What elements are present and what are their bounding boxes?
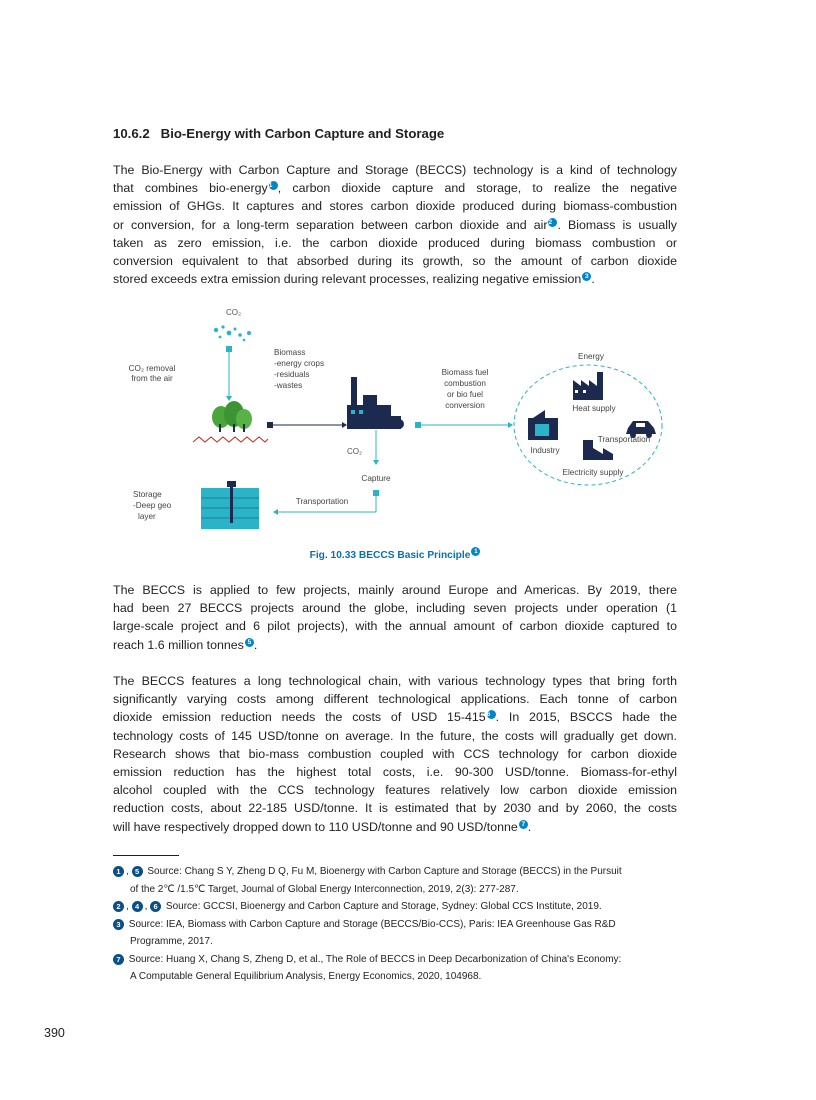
trees-icon	[212, 401, 252, 432]
text-line: alcohol coupled with the CCS technology features relatively low carbon dioxide emission	[113, 783, 677, 798]
note-marker[interactable]: 5	[245, 638, 254, 647]
text-line: The BECCS is applied to few projects, mainly around Europe and Americas. By 2019, there	[113, 583, 677, 597]
note-marker[interactable]: 2	[548, 218, 557, 227]
residuals-label: -residuals	[274, 370, 310, 379]
note-marker[interactable]: 7	[519, 820, 528, 829]
co2-top-label: CO₂	[226, 308, 242, 317]
storage-label: Storage	[133, 490, 162, 499]
text-line: reach 1.6 million tonnes 5 .	[113, 637, 258, 652]
text-line: large-scale project and 6 pilot projects), with the annual amount of carbon dioxide captured to	[113, 619, 677, 634]
text-line: technology costs of 145 USD/tonne on average. In the future, the costs will gradually get down.	[113, 728, 677, 743]
fuel-label-1: Biomass fuel	[441, 368, 489, 377]
text-line: taken as zero emission, i.e. the carbon dioxide produced during biomass combustion or	[113, 235, 677, 250]
co2-node	[226, 346, 232, 352]
footnote-item: 2 , 4 , 6 Source: GCCSI, Bioenergy and Carbon Capture and Storage, Sydney: Global CCS Institute, 2019.	[113, 898, 683, 916]
page-number: 390	[44, 1026, 65, 1040]
text-line: reduction costs, about 22-185 USD/tonne. It is estimated that by 2030 and by 2060, the costs	[113, 801, 677, 816]
paragraph-intro	[113, 161, 677, 288]
note-marker[interactable]: 1	[269, 181, 278, 190]
text-line: will have respectively dropped down to 110 USD/tonne and 90 USD/tonne 7 .	[113, 819, 532, 834]
footnote-marker: 6	[150, 901, 161, 912]
wastes-label: -wastes	[274, 381, 303, 390]
footnote-item: 3 Source: IEA, Biomass with Carbon Capture and Storage (BECCS/Bio-CCS), Paris: IEA Greenhouse Gas R&D Programme, 2017.	[113, 916, 683, 951]
from-air-label: from the air	[131, 374, 173, 383]
industry-icon	[528, 410, 558, 440]
fuel-label-3: or bio fuel	[447, 390, 483, 399]
text-line: The Bio-Energy with Carbon Capture and Storage (BECCS) technology is a kind of technology	[113, 163, 677, 177]
section-number: 10.6.2	[113, 126, 150, 141]
text-line: had been 27 BECCS projects around the globe, including seven projects under operation (1	[113, 601, 677, 616]
note-marker[interactable]: 6	[487, 710, 496, 719]
footnote-marker: 1	[113, 866, 124, 877]
fuel-label-2: combustion	[444, 379, 486, 388]
footnote-divider	[113, 855, 179, 856]
co2-removal-label: CO₂ removal	[128, 364, 176, 373]
section-heading	[113, 126, 444, 141]
paragraph-costs	[113, 672, 677, 836]
footnote-marker: 7	[113, 954, 124, 965]
text-line: stored exceeds extra emission during relevant processes, realizing negative emission 3 .	[113, 272, 595, 287]
text-line: significantly varying costs among different technological applications. Each tonne of carbon	[113, 692, 677, 707]
transportation-label: Transportation	[295, 497, 349, 506]
figure-caption: Fig. 10.33 BECCS Basic Principle 1	[113, 547, 677, 561]
fuel-label-4: conversion	[445, 401, 485, 410]
text-line: conversion equivalent to that absorbed during its growth, so the amount of carbon dioxide	[113, 253, 677, 268]
footnote-item: 1 , 5 Source: Chang S Y, Zheng D Q, Fu M, Bioenergy with Carbon Capture and Storage (BECCS) in the Pursuit of the 2℃ /1.5℃ Target, Journal of Global Energy Interconnection, 2019, 2(3): 277-287.	[113, 863, 683, 898]
text-line: Research shows that bio-mass combustion coupled with CCS technology for carbon dioxide	[113, 746, 677, 761]
footnote-marker: 5	[132, 866, 143, 877]
soil-zigzag	[193, 437, 268, 442]
caption-marker[interactable]: 1	[471, 547, 480, 556]
footnotes	[113, 863, 683, 986]
layer-label: layer	[138, 512, 156, 521]
footnote-marker: 3	[113, 919, 124, 930]
co2-mid-label: CO₂	[347, 447, 363, 456]
electricity-label: Electricity supply	[562, 468, 624, 477]
note-marker[interactable]: 3	[582, 272, 591, 281]
energy-label: Energy	[578, 352, 604, 361]
power-plant-icon	[347, 377, 404, 429]
storage-reservoir-icon	[201, 481, 259, 529]
paragraph-projects	[113, 581, 677, 654]
industry-label: Industry	[530, 446, 560, 455]
text-line: or conversion, for a long-term separation between carbon dioxide and air2 . Biomass is usually	[113, 217, 677, 232]
footnote-marker: 2	[113, 901, 124, 912]
footnote-marker: 4	[132, 901, 143, 912]
text-line: emission of GHGs. It captures and stores carbon dioxide produced during biomass-combustion	[113, 199, 677, 214]
capture-label: Capture	[361, 474, 391, 483]
deep-geo-label: -Deep geo	[133, 501, 172, 510]
energy-crops-label: -energy crops	[274, 359, 325, 368]
section-title: Bio-Energy with Carbon Capture and Storage	[160, 126, 445, 141]
heat-supply-icon	[573, 372, 603, 400]
text-line: that combines bio-energy1 , carbon dioxide capture and storage, to realize the negative	[113, 181, 677, 196]
biomass-label: Biomass	[274, 348, 306, 357]
text-line: The BECCS features a long technological chain, with various technology types that bring forth	[113, 674, 677, 688]
co2-particles-icon	[214, 325, 251, 341]
beccs-diagram	[113, 300, 677, 546]
text-line: dioxide emission reduction needs the costs of USD 15-4156 . In 2015, BSCCS hade the	[113, 710, 677, 725]
transportation-energy-label: Transportation	[597, 435, 651, 444]
text-line: emission reduction has the highest total costs, i.e. 90-300 USD/tonne. Biomass-for-ethyl	[113, 764, 677, 779]
heat-supply-label: Heat supply	[572, 404, 616, 413]
footnote-item: 7 Source: Huang X, Chang S, Zheng D, et al., The Role of BECCS in Deep Decarbonization of China's Economy: A Computable General Equilibrium Analysis, Energy Economics, 2020, 104968.	[113, 951, 683, 986]
